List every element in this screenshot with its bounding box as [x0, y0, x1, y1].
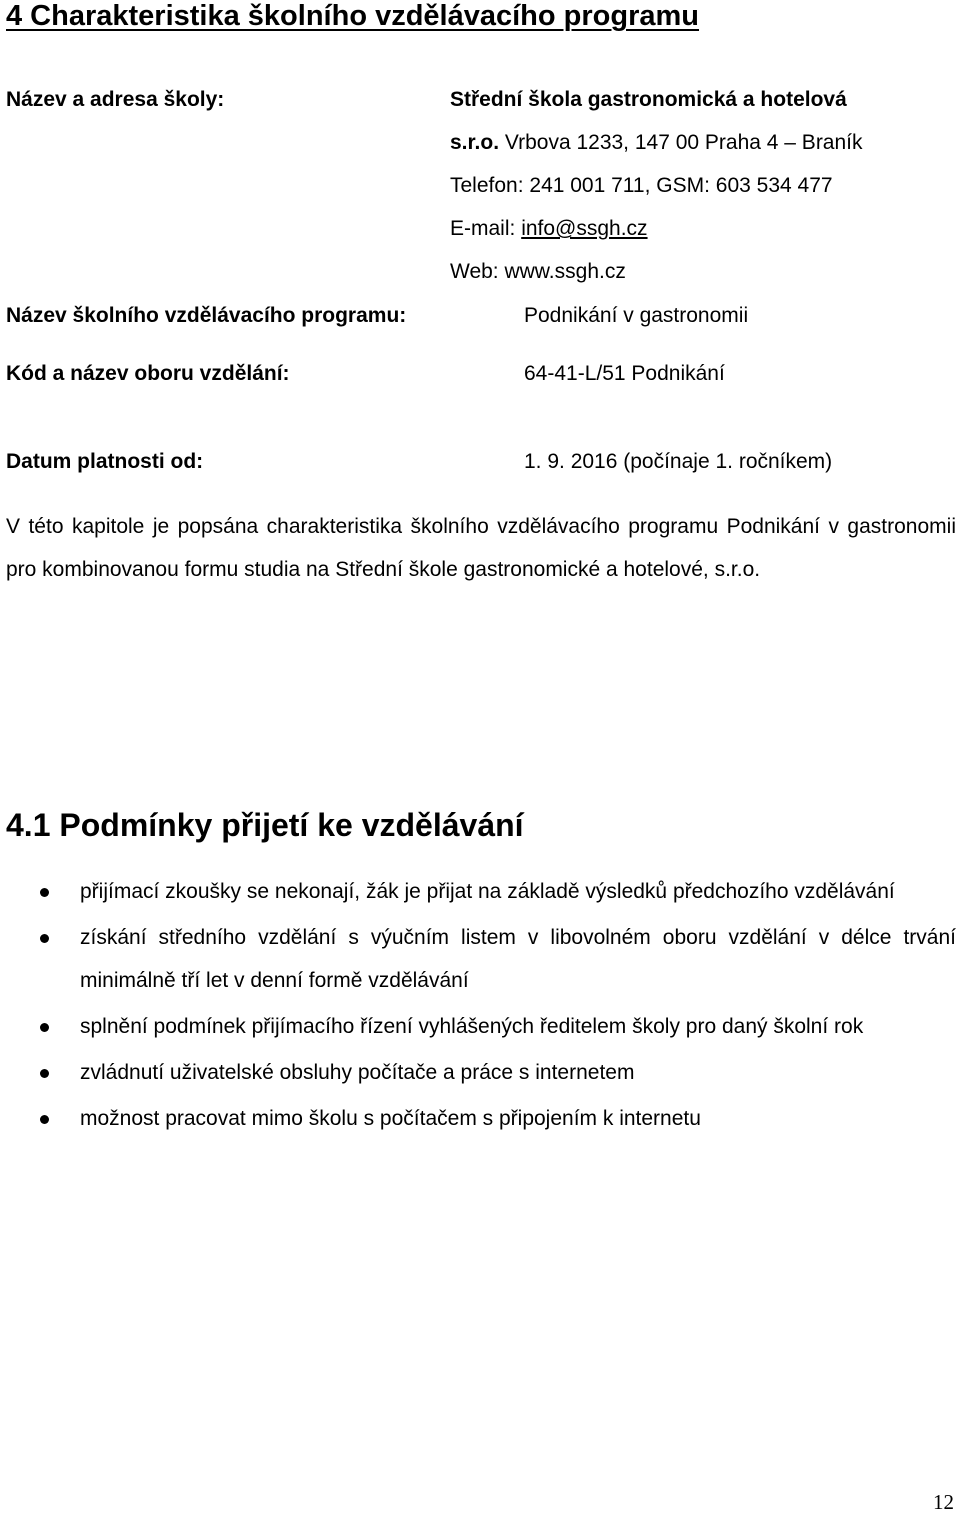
bullet-icon	[40, 934, 49, 943]
list-item-text: splnění podmínek přijímacího řízení vyhlášených ředitelem školy pro daný školní rok	[80, 1015, 864, 1038]
list-item-text: získání středního vzdělání s výučním listem v libovolném oboru vzdělání v délce trvání minimálně tří let v denní formě vzdělávání	[80, 926, 956, 992]
bullet-icon	[40, 1023, 49, 1032]
list-item	[0, 916, 956, 1002]
list-item	[0, 870, 956, 913]
bullet-icon	[40, 888, 49, 897]
bullet-icon	[40, 1069, 49, 1078]
chapter-heading: 4 Charakteristika školního vzdělávacího programu	[6, 0, 700, 32]
validity-label: Datum platnosti od:	[6, 450, 204, 473]
school-address-suffix: s.r.o.	[450, 131, 500, 154]
validity-value: 1. 9. 2016 (počínaje 1. ročníkem)	[524, 450, 833, 473]
bullet-icon	[40, 1115, 49, 1124]
school-address	[450, 131, 863, 155]
list-item-text: přijímací zkoušky se nekonají, žák je přijat na základě výsledků předchozího vzdělávání	[80, 880, 895, 903]
intro-paragraph: V této kapitole je popsána charakteristika školního vzdělávacího programu Podnikání v gastronomii pro kombinovanou formu studia na Střední škole gastronomické a hotelové, s.r.o.	[6, 515, 956, 581]
field-value: 64-41-L/51 Podnikání	[524, 362, 725, 385]
admission-conditions-list	[0, 870, 956, 1143]
school-phone: Telefon: 241 001 711, GSM: 603 534 477	[450, 174, 833, 197]
school-name: Střední škola gastronomická a hotelová	[450, 88, 847, 111]
school-email-line	[450, 217, 648, 241]
list-item	[0, 1005, 956, 1048]
field-label: Kód a název oboru vzdělání:	[6, 362, 290, 385]
list-item	[0, 1097, 956, 1140]
program-label: Název školního vzdělávacího programu:	[6, 304, 407, 327]
list-item	[0, 1051, 956, 1094]
section-heading: 4.1 Podmínky přijetí ke vzdělávání	[6, 807, 524, 843]
school-web: Web: www.ssgh.cz	[450, 260, 626, 283]
page-number: 12	[933, 1490, 954, 1514]
school-email-prefix: E-mail:	[450, 217, 522, 240]
list-item-text: možnost pracovat mimo školu s počítačem s připojením k internetu	[80, 1107, 701, 1130]
program-value: Podnikání v gastronomii	[524, 304, 749, 327]
school-label: Název a adresa školy:	[6, 88, 225, 111]
list-item-text: zvládnutí uživatelské obsluhy počítače a práce s internetem	[80, 1061, 635, 1084]
school-email-link[interactable]: info@ssgh.cz	[521, 217, 648, 240]
school-address-street: Vrbova 1233, 147 00 Praha 4 – Braník	[499, 131, 863, 154]
